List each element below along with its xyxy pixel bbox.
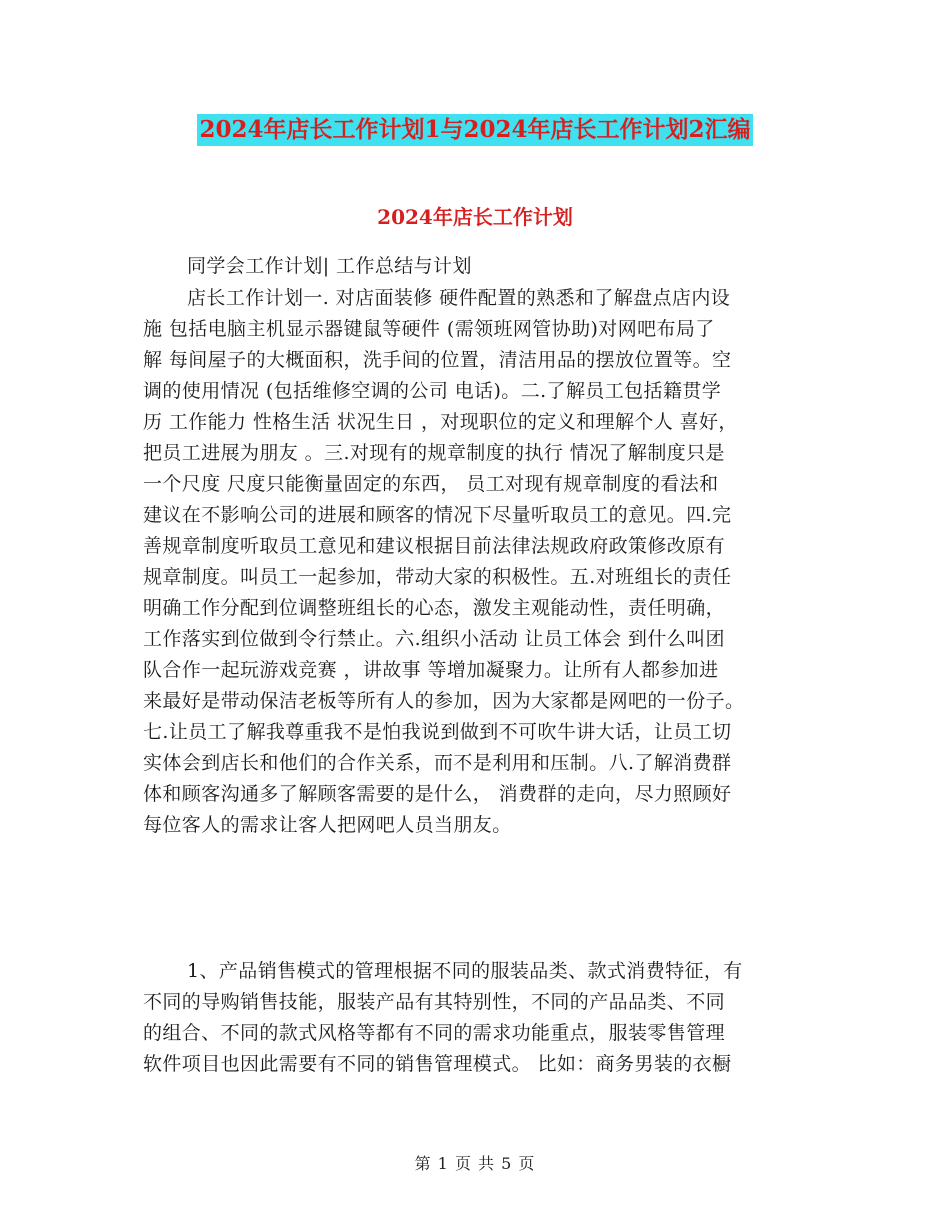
paragraph-line: 体和顾客沟通多了解顾客需要的是什么， 消费群的走向，尽力照顾好 <box>143 783 732 805</box>
paragraph-line: 规章制度。叫员工一起参加，带动大家的积极性。五.对班组长的责任 <box>143 566 732 588</box>
paragraph-line: 店长工作计划一. 对店面装修 硬件配置的熟悉和了解盘点店内设 <box>187 287 731 309</box>
paragraph-2 <box>143 956 813 1080</box>
intro-line: 同学会工作计划| 工作总结与计划 <box>187 255 472 277</box>
paragraph-line: 明确工作分配到位调整班组长的心态，激发主观能动性，责任明确， <box>143 597 726 619</box>
page-footer: 第 1 页 共 5 页 <box>414 1154 536 1173</box>
paragraph-line: 善规章制度听取员工意见和建议根据目前法律法规政府政策修改原有 <box>143 535 726 557</box>
paragraph-line: 一个尺度 尺度只能衡量固定的东西， 员工对现有规章制度的看法和 <box>143 473 719 495</box>
paragraph-line: 调的使用情况 (包括维修空调的公司 电话)。二.了解员工包括籍贯学 <box>143 380 722 402</box>
paragraph-line: 的组合、不同的款式风格等都有不同的需求功能重点，服装零售管理 <box>143 1022 726 1044</box>
paragraph-line: 来最好是带动保洁老板等所有人的参加，因为大家都是网吧的一份子。 <box>143 690 745 712</box>
paragraph-line: 软件项目也因此需要有不同的销售管理模式。 比如：商务男装的衣橱 <box>143 1053 732 1075</box>
paragraph-1 <box>143 283 813 841</box>
document-title: 2024年店长工作计划1与2024年店长工作计划2汇编 <box>197 114 752 146</box>
intro-paragraph <box>143 251 813 282</box>
section-title: 2024年店长工作计划 <box>377 205 573 229</box>
paragraph-line: 建议在不影响公司的进展和顾客的情况下尽量听取员工的意见。四.完 <box>143 504 732 526</box>
paragraph-line: 1、产品销售模式的管理根据不同的服装品类、款式消费特征，有 <box>187 960 743 982</box>
paragraph-line: 实体会到店长和他们的合作关系，而不是利用和压制。八.了解消费群 <box>143 752 732 774</box>
paragraph-line: 工作落实到位做到令行禁止。六.组织小活动 让员工体会 到什么叫团 <box>143 628 725 650</box>
paragraph-line: 历 工作能力 性格生活 状况生日 ，对现职位的定义和理解个人 喜好， <box>143 411 738 433</box>
paragraph-line: 每位客人的需求让客人把网吧人员当朋友。 <box>143 814 512 836</box>
paragraph-line: 解 每间屋子的大概面积，洗手间的位置，清洁用品的摆放位置等。空 <box>143 349 732 371</box>
document-title-wrap <box>0 114 950 146</box>
paragraph-line: 队合作一起玩游戏竞赛 ，讲故事 等增加凝聚力。让所有人都参加进 <box>143 659 719 681</box>
paragraph-line: 把员工进展为朋友 。三.对现有的规章制度的执行 情况了解制度只是 <box>143 442 725 464</box>
paragraph-line: 施 包括电脑主机显示器键鼠等硬件 (需领班网管协助)对网吧布局了 <box>143 318 715 340</box>
paragraph-line: 不同的导购销售技能，服装产品有其特别性，不同的产品品类、不同 <box>143 991 726 1013</box>
paragraph-line: 七.让员工了解我尊重我不是怕我说到做到不可吹牛讲大话，让员工切 <box>143 721 732 743</box>
